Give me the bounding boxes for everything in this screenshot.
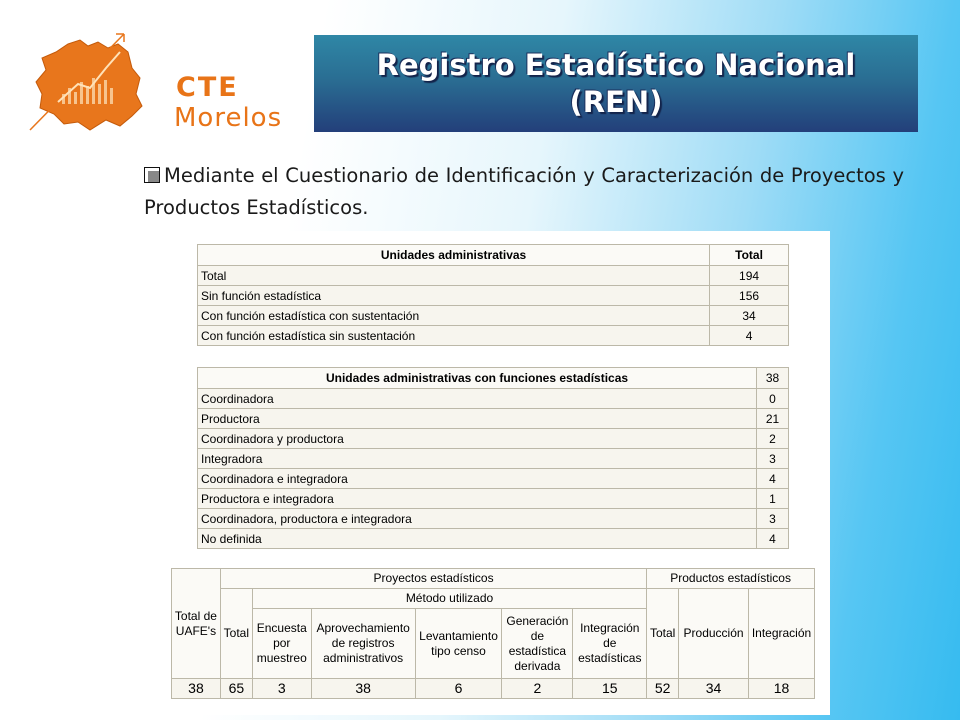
value-cell: 3 bbox=[252, 679, 311, 699]
header-proyectos: Proyectos estadísticos bbox=[220, 569, 646, 589]
table-header-row bbox=[172, 589, 815, 609]
title-line-2: (REN) bbox=[569, 84, 663, 119]
value-cell: 18 bbox=[749, 679, 815, 699]
cte-morelos-logo bbox=[28, 22, 288, 134]
table-row bbox=[198, 429, 789, 449]
table-row bbox=[198, 266, 789, 286]
table-row bbox=[198, 409, 789, 429]
row-label: Coordinadora e integradora bbox=[198, 469, 757, 489]
table-unidades-administrativas bbox=[197, 244, 789, 346]
header-encuesta: Encuesta por muestreo bbox=[252, 609, 311, 679]
row-value: 34 bbox=[710, 306, 789, 326]
row-value: 1 bbox=[757, 489, 789, 509]
value-cell: 65 bbox=[220, 679, 252, 699]
table-row bbox=[198, 306, 789, 326]
row-value: 2 bbox=[757, 429, 789, 449]
row-value: 0 bbox=[757, 389, 789, 409]
value-cell: 38 bbox=[172, 679, 221, 699]
table-row bbox=[198, 509, 789, 529]
row-label: Con función estadística con sustentación bbox=[198, 306, 710, 326]
value-cell: 52 bbox=[647, 679, 679, 699]
table-row bbox=[198, 286, 789, 306]
header-produccion: Producción bbox=[679, 589, 749, 679]
header-total-productos: Total bbox=[647, 589, 679, 679]
table-row bbox=[172, 679, 815, 699]
row-label: Coordinadora bbox=[198, 389, 757, 409]
row-value: 3 bbox=[757, 449, 789, 469]
table-row bbox=[198, 529, 789, 549]
header-integracion-estadisticas: Integración de estadísticas bbox=[573, 609, 647, 679]
header-total-proyectos: Total bbox=[220, 589, 252, 679]
header-label: Unidades administrativas bbox=[198, 245, 710, 266]
intro-paragraph bbox=[144, 160, 904, 224]
value-cell: 34 bbox=[679, 679, 749, 699]
header-productos: Productos estadísticos bbox=[647, 569, 815, 589]
row-value: 4 bbox=[757, 469, 789, 489]
table-header-row bbox=[172, 569, 815, 589]
row-label: Coordinadora, productora e integradora bbox=[198, 509, 757, 529]
row-value: 156 bbox=[710, 286, 789, 306]
header-levantamiento: Levantamiento tipo censo bbox=[415, 609, 502, 679]
table-funciones-estadisticas bbox=[197, 367, 789, 549]
table-header-row bbox=[198, 368, 789, 389]
row-value: 4 bbox=[710, 326, 789, 346]
header-metodo: Método utilizado bbox=[252, 589, 646, 609]
row-value: 3 bbox=[757, 509, 789, 529]
row-label: Productora e integradora bbox=[198, 489, 757, 509]
table-row bbox=[198, 449, 789, 469]
value-cell: 38 bbox=[311, 679, 415, 699]
header-label: Unidades administrativas con funciones estadísticas bbox=[198, 368, 757, 389]
table-header-row bbox=[198, 245, 789, 266]
intro-text: Mediante el Cuestionario de Identificación y Caracterización de Proyectos y Productos Estadísticos. bbox=[144, 164, 904, 219]
row-label: Coordinadora y productora bbox=[198, 429, 757, 449]
row-label: Integradora bbox=[198, 449, 757, 469]
table-row bbox=[198, 389, 789, 409]
table-row bbox=[198, 469, 789, 489]
table-row bbox=[198, 326, 789, 346]
value-cell: 6 bbox=[415, 679, 502, 699]
header-total: Total bbox=[710, 245, 789, 266]
header-total-uafes: Total de UAFE's bbox=[172, 569, 221, 679]
header-integracion: Integración bbox=[749, 589, 815, 679]
row-label: Sin función estadística bbox=[198, 286, 710, 306]
row-value: 194 bbox=[710, 266, 789, 286]
row-value: 21 bbox=[757, 409, 789, 429]
row-label: Productora bbox=[198, 409, 757, 429]
header-generacion: Generación de estadística derivada bbox=[502, 609, 573, 679]
checkbox-bullet-icon bbox=[144, 167, 160, 183]
row-label: Total bbox=[198, 266, 710, 286]
value-cell: 2 bbox=[502, 679, 573, 699]
value-cell: 15 bbox=[573, 679, 647, 699]
table-proyectos-productos bbox=[171, 568, 815, 699]
table-row bbox=[198, 489, 789, 509]
title-line-1: Registro Estadístico Nacional bbox=[376, 47, 856, 82]
row-label: Con función estadística sin sustentación bbox=[198, 326, 710, 346]
logo-text-cte: CTE bbox=[176, 72, 239, 103]
header-value: 38 bbox=[757, 368, 789, 389]
logo-text-morelos: Morelos bbox=[174, 103, 283, 133]
title-banner bbox=[314, 35, 918, 132]
row-label: No definida bbox=[198, 529, 757, 549]
header-aprovechamiento: Aprovechamiento de registros administrativos bbox=[311, 609, 415, 679]
row-value: 4 bbox=[757, 529, 789, 549]
